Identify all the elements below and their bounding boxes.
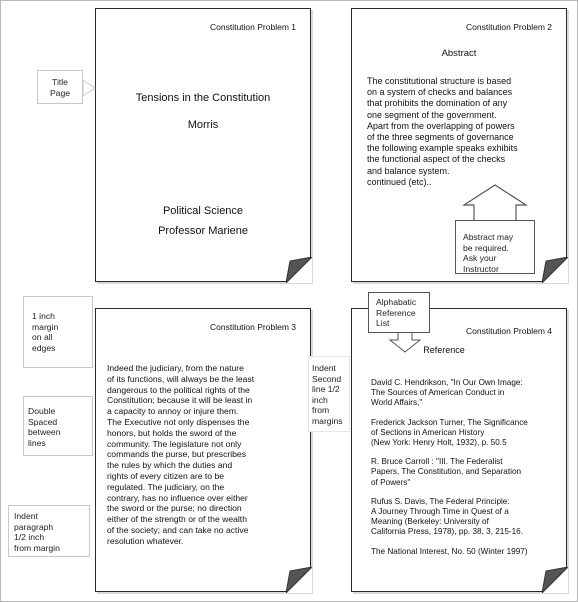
reference-entry: David C. Hendrikson, "In Our Own Image: The Sources of American Conduct in World Affairs," [371, 378, 523, 408]
note-title-page: Title Page [37, 70, 83, 104]
page-3-header: Constitution Problem 3 [210, 322, 296, 332]
page-2-header: Constitution Problem 2 [466, 22, 552, 32]
page-1-title-page [95, 8, 311, 282]
page-1-title: Tensions in the Constitution [135, 92, 271, 104]
note-indent-paragraph: Indent paragraph 1/2 inch from margin [8, 505, 90, 557]
note-indent-second-line: Indent Second line 1/2 inch from margins [308, 356, 350, 432]
page-2-heading: Abstract [441, 48, 477, 59]
page-4-references [351, 308, 567, 592]
reference-entry: Frederick Jackson Turner, The Significance of Sections in American History (New York: Henry Holt, 1932), p. 50.5 [371, 417, 528, 448]
page-1-header: Constitution Problem 1 [210, 22, 296, 32]
reference-entry: The National Interest, No. 50 (Winter 1997) [371, 546, 528, 556]
note-double-spaced: Double Spaced between lines [23, 396, 93, 456]
page-3-body [95, 308, 311, 592]
note-one-inch-margin: 1 inch margin on all edges [23, 296, 93, 368]
page-1-author: Morris [187, 119, 219, 131]
page-curl-icon [286, 257, 312, 283]
page-curl-icon [542, 257, 568, 283]
note-abstract-required: Abstract may be required. Ask your Instructor [455, 220, 535, 274]
reference-entry: Rufus S. Davis, The Federal Principle: A Journey Through Time in Quest of a Meaning (Berkeley: University of California Press, 1978), pp. 38, 3, 215-16. [371, 496, 524, 537]
page-4-reference-list [371, 378, 528, 566]
page-4-heading: Reference [423, 345, 465, 355]
page-3-body-text: Indeed the judiciary, from the nature of its functions, will always be the least dangerous to the political rights of the Constitution; because it will be least in a capacity to annoy or injure them. The Executive not only dispenses the honors, but holds the sword of the community. The legislature not only commands the purse, but prescribes the rules by which the duties and rights of every citizen are to be regulated. The judiciary, on the contrary, has no influence over either the sword or the purse; no direction either of the strength or of the wealth of the society; and can take no active resolution whatever. [107, 363, 255, 546]
page-curl-icon [542, 567, 568, 593]
page-curl-icon [286, 567, 312, 593]
page-2-abstract-text: The constitutional structure is based on a system of checks and balances that prohibits the domination of any one segment of the government. Apart from the overlapping of powers of the three segments of governance the following example speaks exhibits the functional aspect of the checks and balance system. continued (etc).. [367, 76, 518, 187]
note-alphabetic-reference-list: Alphabatic Reference List [368, 292, 430, 333]
reference-entry: R. Bruce Carroll : "III. The Federalist Papers, The Constitution, and Separation of Powers" [371, 457, 522, 487]
page-1-professor: Professor Mariene [158, 225, 248, 237]
page-1-course: Political Science [162, 205, 244, 217]
page-4-header: Constitution Problem 4 [466, 326, 552, 336]
